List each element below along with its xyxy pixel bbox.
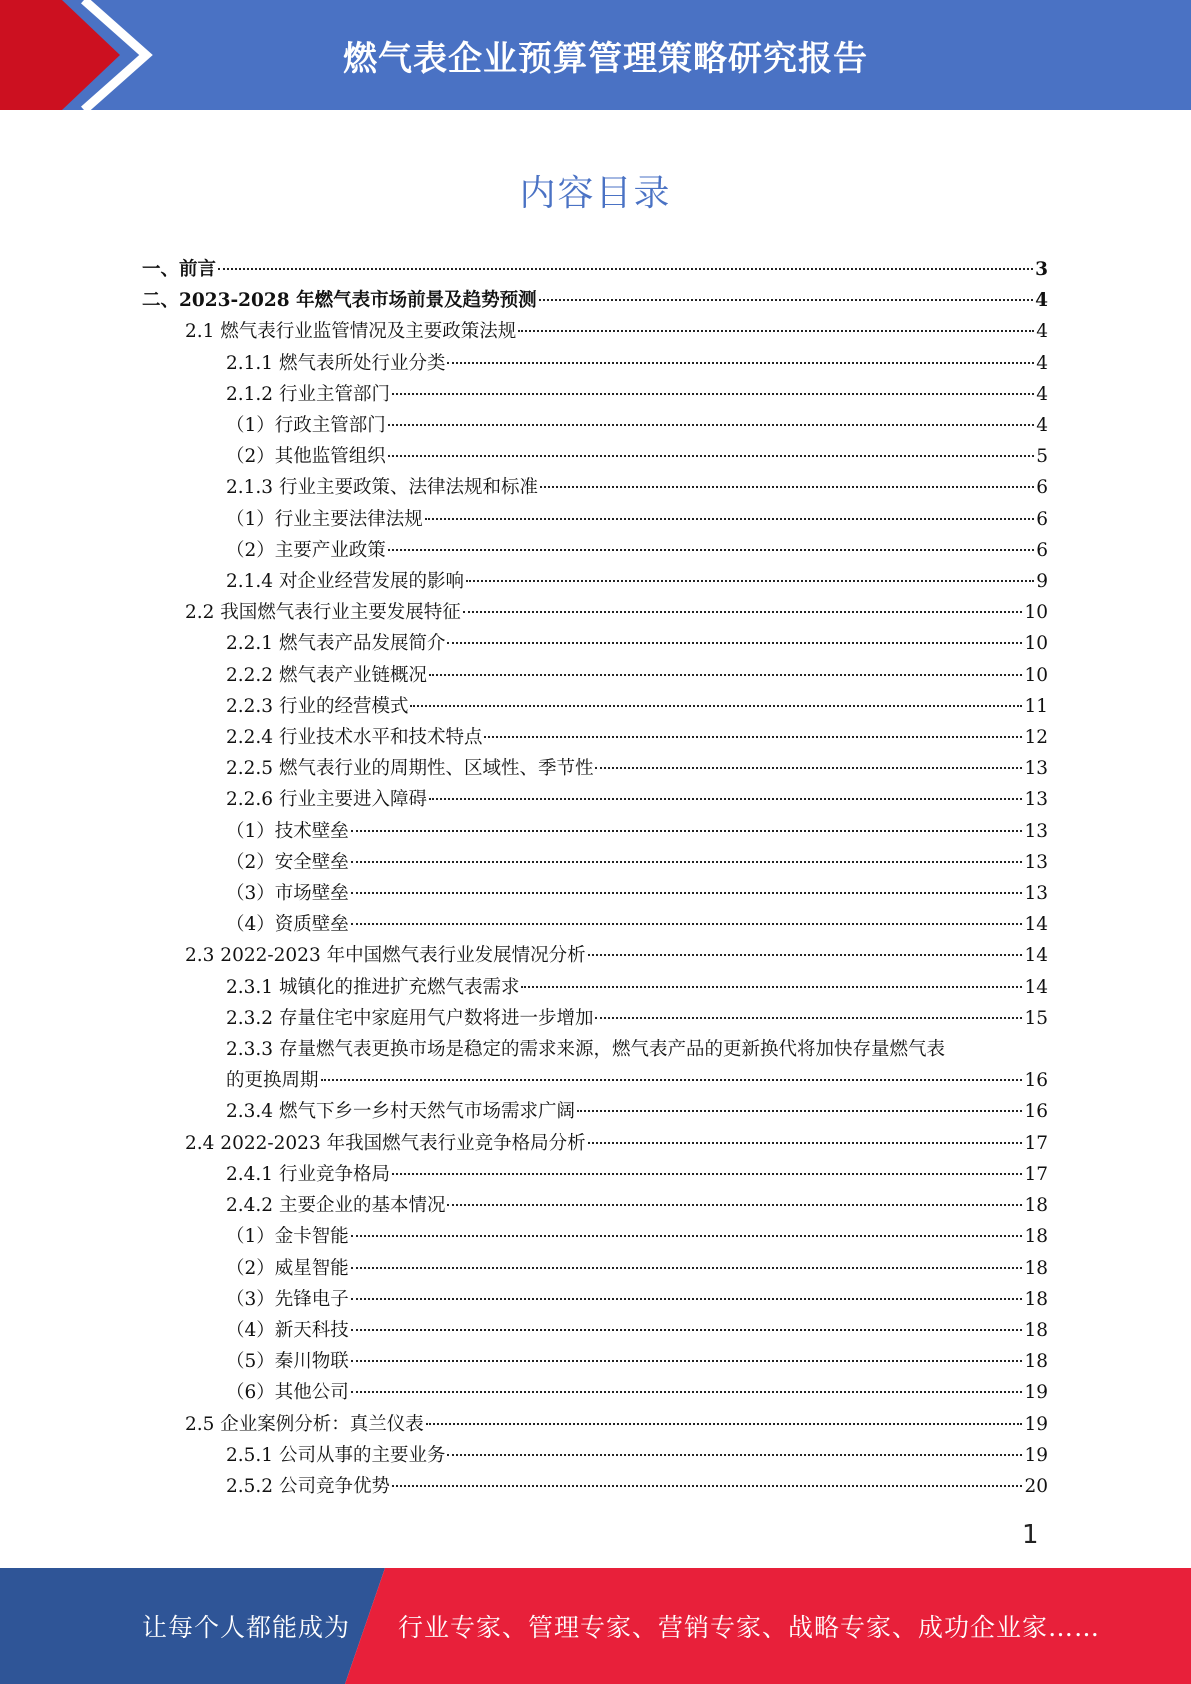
toc-entry-label: 2.1.2 行业主管部门 — [226, 383, 390, 405]
toc-entry-label: （1）行业主要法律法规 — [226, 508, 423, 530]
toc-page-number: 18 — [1024, 1195, 1048, 1217]
toc-entry[interactable] — [142, 816, 1048, 847]
toc-entry-label: （4）资质壁垒 — [226, 914, 349, 936]
toc-dot-leader — [425, 518, 1034, 520]
toc-dot-leader — [351, 861, 1023, 863]
toc-entry[interactable] — [142, 722, 1048, 753]
toc-entry-label: 2.1 燃气表行业监管情况及主要政策法规 — [185, 321, 517, 343]
toc-page-number: 20 — [1024, 1475, 1048, 1497]
toc-entry-label: （3）先锋电子 — [226, 1288, 349, 1310]
toc-page-number: 18 — [1024, 1351, 1048, 1373]
toc-dot-leader — [588, 1142, 1023, 1144]
toc-entry-label: 2.2.5 燃气表行业的周期性、区域性、季节性 — [226, 758, 594, 780]
toc-entry[interactable] — [142, 1221, 1048, 1252]
toc-entry-label: （2）其他监管组织 — [226, 446, 386, 468]
toc-dot-leader — [429, 798, 1022, 800]
toc-page-number: 14 — [1024, 945, 1048, 967]
toc-page-number: 13 — [1024, 820, 1048, 842]
toc-dot-leader — [351, 923, 1023, 925]
toc-entry-label: 2.2.3 行业的经营模式 — [226, 695, 409, 717]
toc-entry[interactable] — [142, 1471, 1048, 1502]
toc-entry[interactable] — [142, 1159, 1048, 1190]
toc-title: 内容目录 — [519, 173, 672, 214]
toc-page-number: 19 — [1024, 1382, 1048, 1404]
toc-entry[interactable] — [142, 972, 1048, 1003]
toc-entry[interactable] — [142, 316, 1048, 347]
toc-dot-leader — [429, 674, 1022, 676]
toc-entry[interactable] — [142, 597, 1048, 628]
toc-entry-label: （1）金卡智能 — [226, 1226, 349, 1248]
toc-dot-leader — [351, 1360, 1023, 1362]
toc-dot-leader — [447, 642, 1022, 644]
toc-page-number: 18 — [1024, 1226, 1048, 1248]
toc-entry-label: 2.2.2 燃气表产业链概况 — [226, 664, 427, 686]
toc-page-number: 4 — [1035, 290, 1048, 312]
toc-entry-label: 2.1.3 行业主要政策、法律法规和标准 — [226, 477, 538, 499]
toc-entry[interactable] — [142, 285, 1048, 316]
toc-page-number: 5 — [1036, 446, 1048, 468]
toc-entry-label: 2.3.3 存量燃气表更换市场是稳定的需求来源，燃气表产品的更新换代将加快存量燃气表 — [226, 1039, 945, 1061]
toc-dot-leader — [351, 830, 1023, 832]
toc-page-number: 16 — [1024, 1101, 1048, 1123]
toc-page-number: 13 — [1024, 758, 1048, 780]
toc-dot-leader — [447, 1454, 1022, 1456]
toc-entry[interactable] — [142, 878, 1048, 909]
toc-page-number: 10 — [1024, 664, 1048, 686]
toc-dot-leader — [466, 580, 1034, 582]
toc-dot-leader — [388, 455, 1034, 457]
toc-dot-leader — [392, 1485, 1022, 1487]
toc-dot-leader — [392, 393, 1034, 395]
toc-page-number: 6 — [1036, 508, 1048, 530]
toc-entry-label: 2.2 我国燃气表行业主要发展特征 — [185, 602, 461, 624]
toc-dot-leader — [463, 611, 1023, 613]
toc-entry[interactable] — [142, 847, 1048, 878]
toc-entry-label: （1）技术壁垒 — [226, 820, 349, 842]
toc-entry-label: （2）主要产业政策 — [226, 539, 386, 561]
toc-page-number: 6 — [1036, 477, 1048, 499]
toc-dot-leader — [588, 954, 1023, 956]
toc-dot-leader — [521, 986, 1022, 988]
toc-entry[interactable] — [142, 784, 1048, 815]
toc-page-number: 13 — [1024, 883, 1048, 905]
toc-dot-leader — [595, 1017, 1022, 1019]
toc-page-number: 4 — [1036, 415, 1048, 437]
toc-entry-label: （1）行政主管部门 — [226, 415, 386, 437]
toc-entry[interactable] — [142, 379, 1048, 410]
table-of-contents — [142, 254, 1048, 1502]
toc-entry[interactable] — [142, 1409, 1048, 1440]
toc-entry-label: 2.5.2 公司竞争优势 — [226, 1475, 390, 1497]
toc-dot-leader — [392, 1173, 1022, 1175]
toc-dot-leader — [447, 1204, 1022, 1206]
toc-entry[interactable] — [142, 535, 1048, 566]
toc-page-number: 13 — [1024, 789, 1048, 811]
toc-entry-label: 2.4 2022-2023 年我国燃气表行业竞争格局分析 — [185, 1132, 586, 1154]
toc-dot-leader — [540, 486, 1034, 488]
toc-dot-leader — [351, 892, 1023, 894]
toc-page-number: 16 — [1024, 1070, 1048, 1092]
toc-page-number: 17 — [1024, 1163, 1048, 1185]
toc-entry[interactable] — [142, 691, 1048, 722]
toc-page-number: 13 — [1024, 851, 1048, 873]
toc-dot-leader — [351, 1298, 1023, 1300]
toc-page-number: 17 — [1024, 1132, 1048, 1154]
toc-entry-label: （4）新天科技 — [226, 1319, 349, 1341]
toc-dot-leader — [595, 767, 1022, 769]
toc-entry-label: 2.2.1 燃气表产品发展简介 — [226, 633, 446, 655]
toc-dot-leader — [426, 1423, 1023, 1425]
toc-page-number: 9 — [1036, 571, 1048, 593]
toc-page-number: 11 — [1024, 695, 1048, 717]
toc-page-number: 12 — [1024, 727, 1048, 749]
toc-entry[interactable] — [142, 909, 1048, 940]
toc-entry-label-continued: 的更换周期 — [226, 1070, 319, 1092]
toc-entry-label: 2.2.6 行业主要进入障碍 — [226, 789, 427, 811]
toc-entry[interactable] — [142, 566, 1048, 597]
toc-page-number: 18 — [1024, 1288, 1048, 1310]
toc-entry[interactable] — [142, 628, 1048, 659]
toc-entry[interactable] — [142, 1440, 1048, 1471]
toc-page-number: 4 — [1036, 321, 1048, 343]
toc-entry-label: 2.3.4 燃气下乡一乡村天然气市场需求广阔 — [226, 1101, 575, 1123]
toc-dot-leader — [351, 1235, 1023, 1237]
toc-entry[interactable] — [142, 1034, 1048, 1096]
toc-page-number: 19 — [1024, 1444, 1048, 1466]
toc-page-number: 6 — [1036, 539, 1048, 561]
toc-dot-leader — [351, 1329, 1023, 1331]
toc-entry[interactable] — [142, 1377, 1048, 1408]
toc-page-number: 3 — [1035, 259, 1048, 280]
toc-entry-label: （5）秦川物联 — [226, 1351, 349, 1373]
toc-entry-label: 2.2.4 行业技术水平和技术特点 — [226, 727, 483, 749]
toc-page-number: 18 — [1024, 1257, 1048, 1279]
toc-page-number: 4 — [1036, 383, 1048, 405]
toc-page-number: 19 — [1024, 1413, 1048, 1435]
toc-page-number: 18 — [1024, 1319, 1048, 1341]
toc-dot-leader — [484, 736, 1022, 738]
toc-entry-label: 2.1.4 对企业经营发展的影响 — [226, 571, 464, 593]
toc-entry[interactable] — [142, 1128, 1048, 1159]
page-number: 1 — [1022, 1520, 1039, 1550]
header-banner — [0, 0, 1191, 110]
footer-banner — [0, 1568, 1191, 1684]
toc-dot-leader — [388, 424, 1034, 426]
toc-dot-leader — [218, 268, 1033, 270]
toc-entry-label: （3）市场壁垒 — [226, 883, 349, 905]
toc-dot-leader — [351, 1391, 1023, 1393]
toc-entry-label: 二、2023-2028 年燃气表市场前景及趋势预测 — [142, 290, 537, 312]
toc-entry[interactable] — [142, 1253, 1048, 1284]
toc-dot-leader — [447, 362, 1034, 364]
toc-entry-label: 2.3 2022-2023 年中国燃气表行业发展情况分析 — [185, 945, 586, 967]
toc-dot-leader — [577, 1110, 1022, 1112]
toc-dot-leader — [321, 1079, 1023, 1081]
toc-dot-leader — [410, 705, 1022, 707]
toc-entry-label: （6）其他公司 — [226, 1382, 349, 1404]
toc-page-number: 10 — [1024, 602, 1048, 624]
toc-page-number: 4 — [1036, 352, 1048, 374]
toc-entry[interactable] — [142, 660, 1048, 691]
toc-dot-leader — [351, 1267, 1023, 1269]
toc-entry-label: 一、前言 — [142, 259, 217, 280]
toc-entry[interactable] — [142, 504, 1048, 535]
toc-entry[interactable] — [142, 1190, 1048, 1221]
toc-entry[interactable] — [142, 348, 1048, 379]
toc-entry[interactable] — [142, 940, 1048, 971]
toc-entry-label: 2.3.1 城镇化的推进扩充燃气表需求 — [226, 976, 520, 998]
footer-slogan-left: 让每个人都能成为 — [142, 1613, 351, 1642]
toc-entry-label: 2.3.2 存量住宅中家庭用气户数将进一步增加 — [226, 1007, 594, 1029]
toc-entry-label: 2.1.1 燃气表所处行业分类 — [226, 352, 446, 374]
toc-entry[interactable] — [142, 1003, 1048, 1034]
toc-dot-leader — [539, 299, 1034, 301]
toc-page-number: 14 — [1024, 976, 1048, 998]
report-title: 燃气表企业预算管理策略研究报告 — [343, 38, 868, 79]
toc-entry[interactable] — [142, 1096, 1048, 1127]
toc-entry-label: 2.4.2 主要企业的基本情况 — [226, 1195, 446, 1217]
toc-entry[interactable] — [142, 1284, 1048, 1315]
toc-entry[interactable] — [142, 1346, 1048, 1377]
toc-entry[interactable] — [142, 410, 1048, 441]
toc-entry[interactable] — [142, 441, 1048, 472]
toc-page-number: 15 — [1024, 1007, 1048, 1029]
toc-entry[interactable] — [142, 753, 1048, 784]
toc-entry[interactable] — [142, 1315, 1048, 1346]
toc-entry[interactable] — [142, 254, 1048, 285]
toc-entry-label: （2）安全壁垒 — [226, 851, 349, 873]
toc-page-number: 10 — [1024, 633, 1048, 655]
toc-dot-leader — [518, 330, 1034, 332]
toc-entry[interactable] — [142, 472, 1048, 503]
toc-entry-label: 2.5.1 公司从事的主要业务 — [226, 1444, 446, 1466]
toc-page-number: 14 — [1024, 914, 1048, 936]
toc-dot-leader — [388, 549, 1034, 551]
toc-entry-label: 2.5 企业案例分析：真兰仪表 — [185, 1413, 424, 1435]
toc-entry-continuation — [226, 1065, 1048, 1096]
toc-entry-label: （2）威星智能 — [226, 1257, 349, 1279]
footer-slogan-right: 行业专家、管理专家、营销专家、战略专家、成功企业家…… — [398, 1613, 1101, 1642]
toc-entry-label: 2.4.1 行业竞争格局 — [226, 1163, 390, 1185]
